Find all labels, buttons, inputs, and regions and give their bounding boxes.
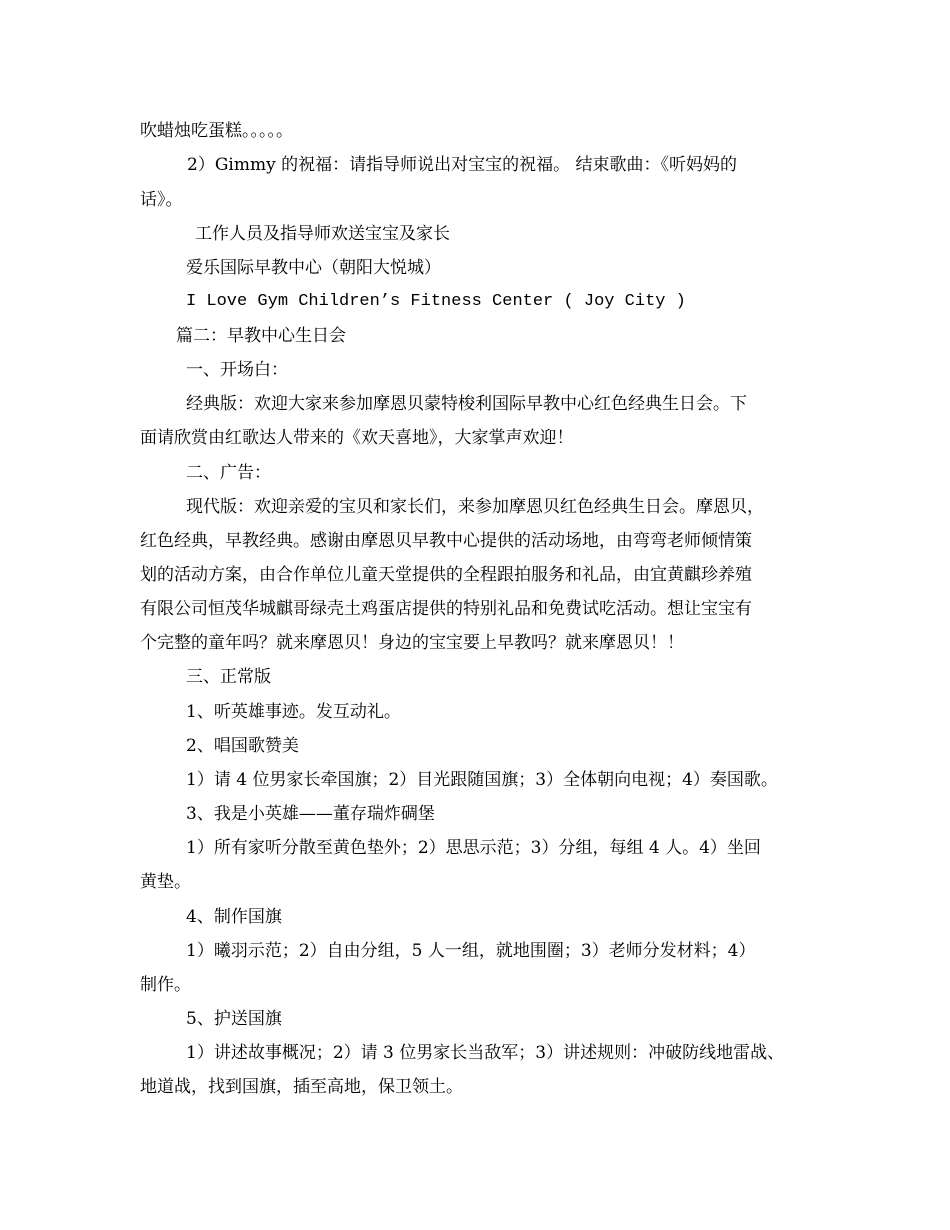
text-line: 2、唱国歌赞美 — [186, 736, 299, 756]
text-line: 红色经典，早教经典。感谢由摩恩贝早教中心提供的活动场地，由弯弯老师倾情策 — [140, 531, 752, 551]
text-line: 三、正常版 — [186, 667, 271, 687]
text-line: 制作。 — [140, 975, 191, 995]
text-line: 1）讲述故事概况；2）请 3 位男家长当敌军；3）讲述规则：冲破防线地雷战、 — [186, 1043, 785, 1063]
text-line: 二、广告： — [186, 463, 271, 483]
text-line: 黄垫。 — [140, 872, 191, 892]
text-line: 一、开场白： — [186, 360, 288, 380]
text-line: 话》。 — [140, 190, 183, 210]
text-line: 3、我是小英雄——董存瑞炸碉堡 — [186, 804, 435, 824]
text-line: I Love Gym Children’s Fitness Center ( Joy City ) — [186, 292, 686, 311]
text-line: 4、制作国旗 — [186, 907, 282, 927]
text-line: 吹蜡烛吃蛋糕。。。。。 — [140, 121, 293, 141]
text-line: 2）Gimmy 的祝福：请指导师说出对宝宝的祝福。 结束歌曲：《听妈妈的 — [187, 155, 737, 175]
text-line: 面请欣赏由红歌达人带来的《欢天喜地》，大家掌声欢迎！ — [140, 428, 574, 448]
text-line: 划的活动方案，由合作单位儿童天堂提供的全程跟拍服务和礼品，由宜黄麒珍养殖 — [140, 565, 752, 585]
text-line: 经典版：欢迎大家来参加摩恩贝蒙特梭利国际早教中心红色经典生日会。下 — [186, 394, 747, 414]
text-line: 工作人员及指导师欢送宝宝及家长 — [195, 224, 450, 244]
text-line: 1、听英雄事迹。发互动礼。 — [186, 702, 401, 722]
text-line: 1）曦羽示范；2）自由分组，5 人一组，就地围圈；3）老师分发材料；4） — [186, 941, 756, 961]
text-line: 现代版：欢迎亲爱的宝贝和家长们，来参加摩恩贝红色经典生日会。摩恩贝， — [186, 497, 764, 517]
section-heading: 篇二：早教中心生日会 — [176, 326, 346, 346]
text-line: 1）请 4 位男家长牵国旗；2）目光跟随国旗；3）全体朝向电视；4）奏国歌。 — [186, 770, 778, 790]
text-line: 1）所有家听分散至黄色垫外；2）思思示范；3）分组，每组 4 人。4）坐回 — [186, 838, 761, 858]
text-line: 爱乐国际早教中心（朝阳大悦城） — [186, 258, 441, 278]
text-line: 个完整的童年吗？就来摩恩贝！身边的宝宝要上早教吗？就来摩恩贝！！ — [140, 633, 684, 653]
text-line: 地道战，找到国旗，插至高地，保卫领土。 — [140, 1077, 463, 1097]
text-line: 5、护送国旗 — [186, 1009, 282, 1029]
text-line: 有限公司恒茂华城麒哥绿壳土鸡蛋店提供的特别礼品和免费试吃活动。想让宝宝有 — [140, 599, 752, 619]
